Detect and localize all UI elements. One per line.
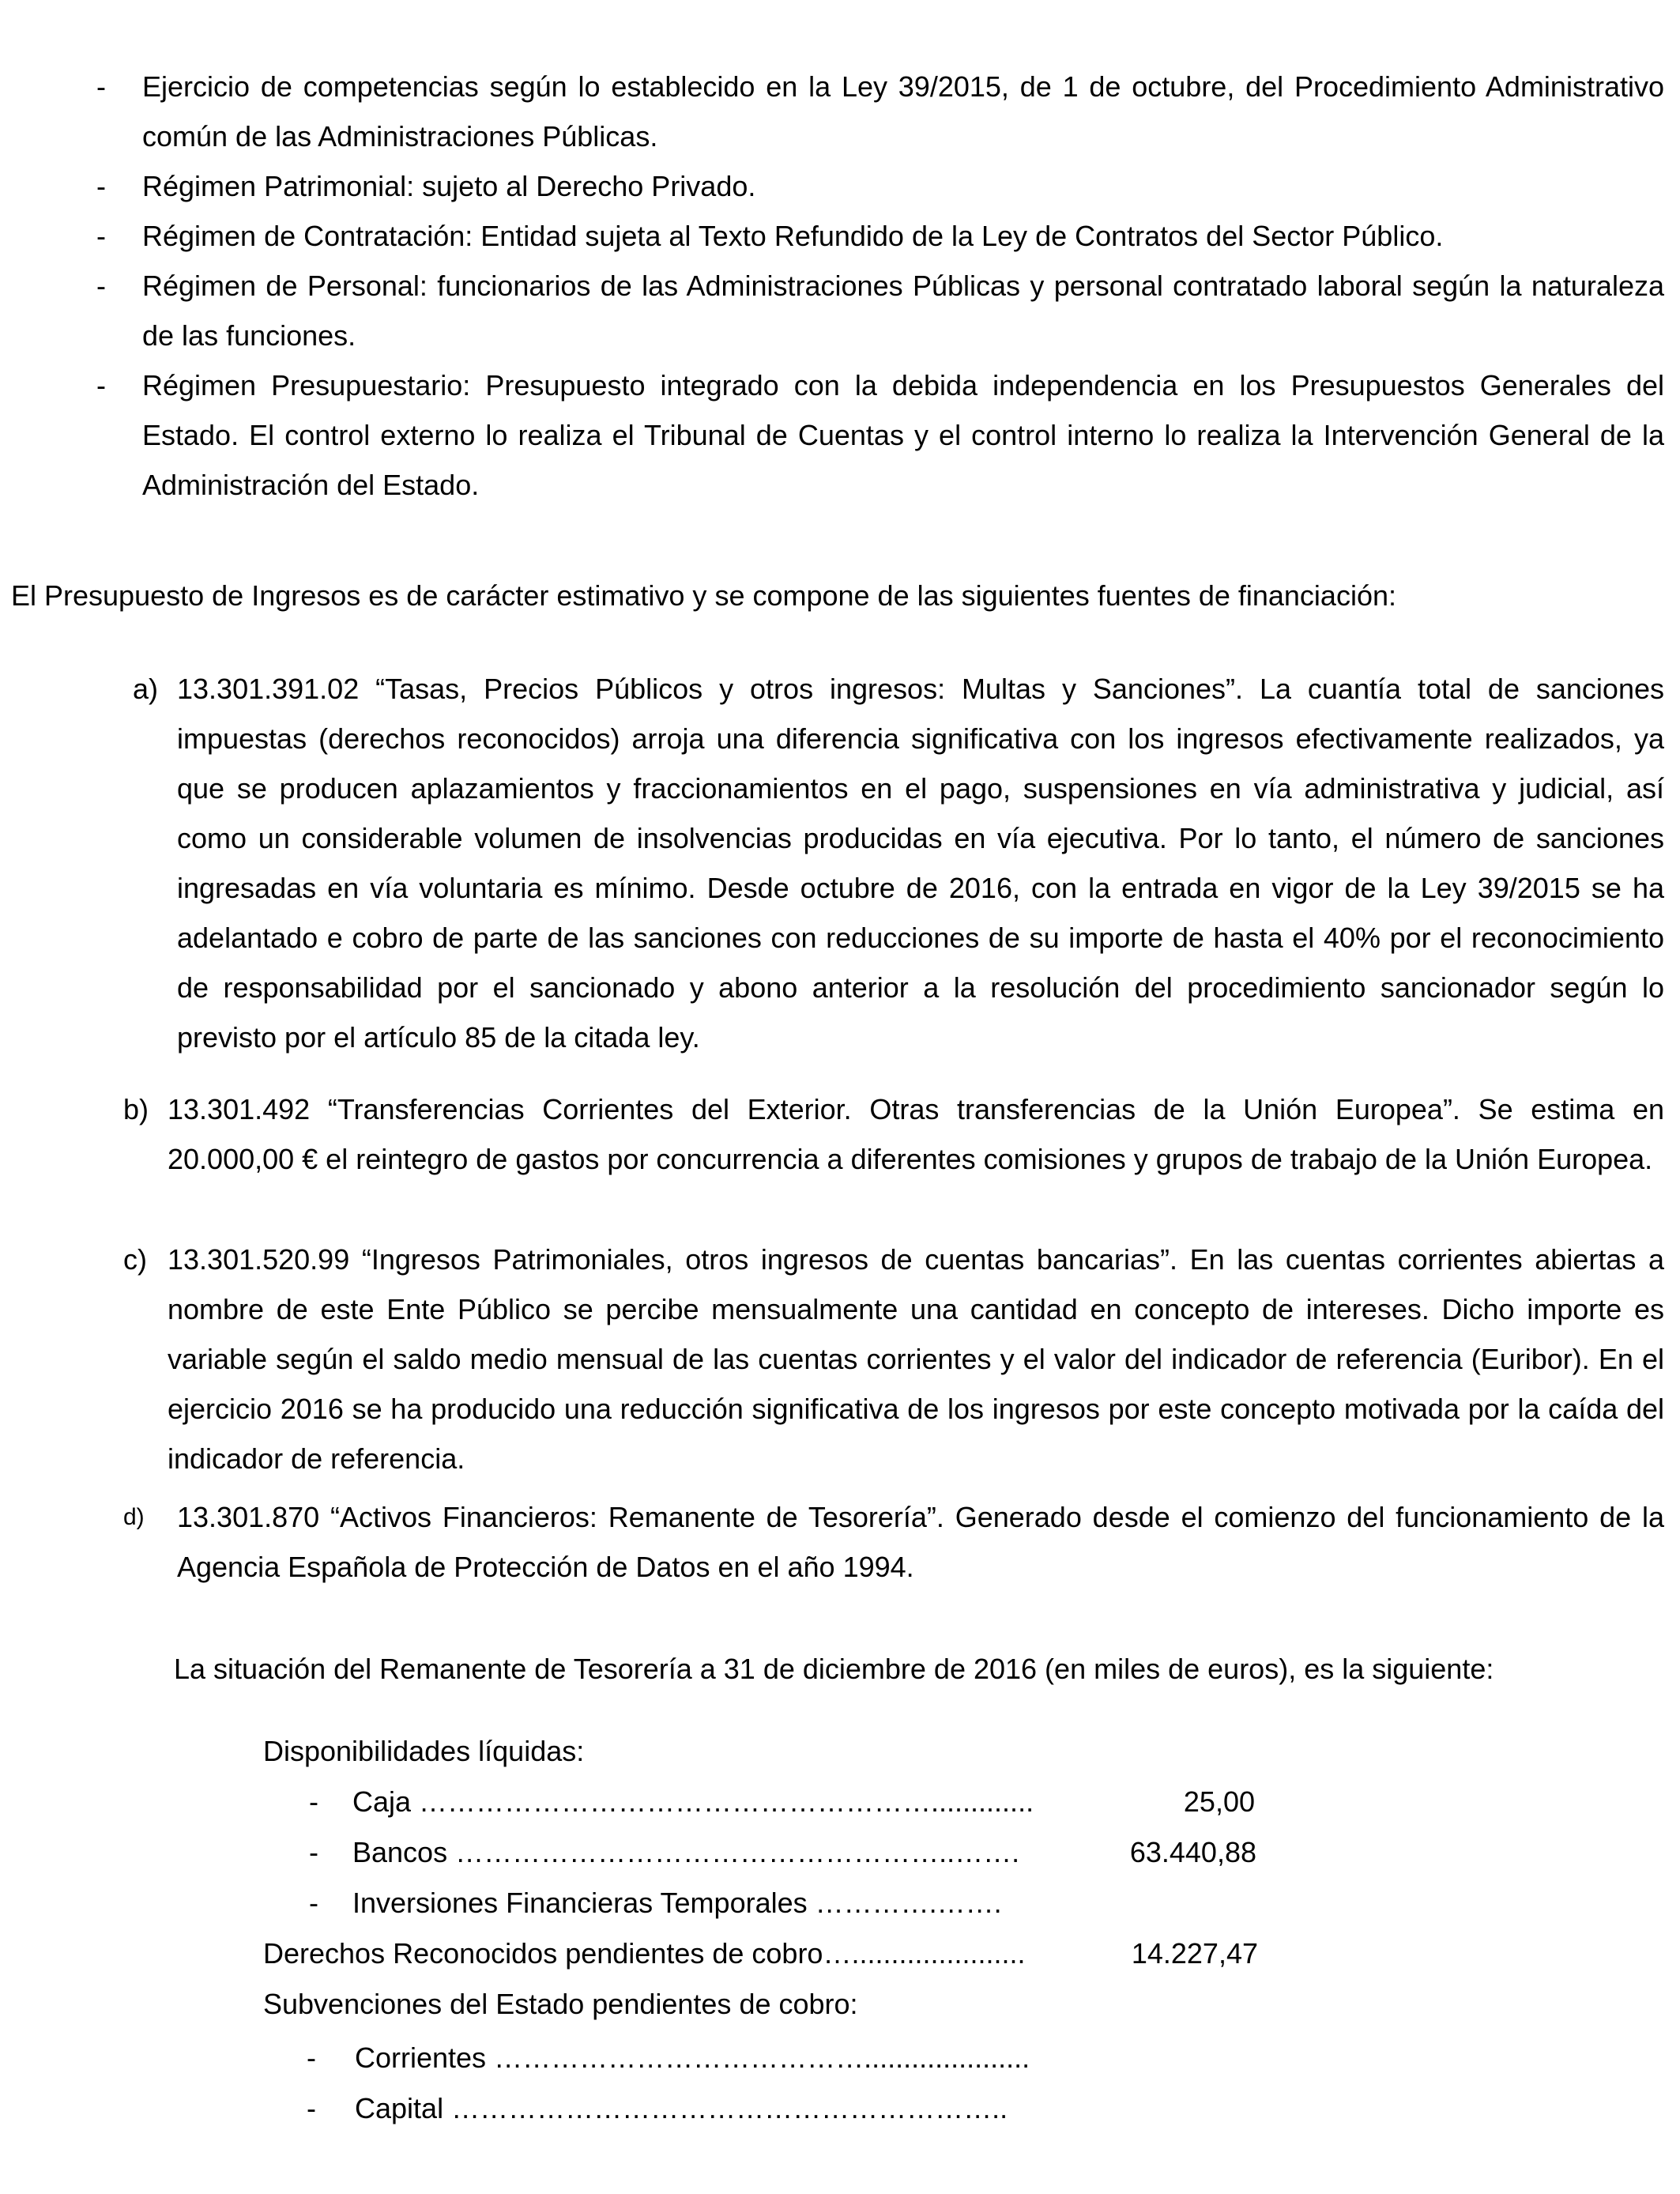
dash-marker: - [96,170,106,202]
list-item [0,161,1664,211]
list-item-text: 13.301.492 “Transferencias Corrientes del Exterior. Otras transferencias de la Unión Europea”. Se estima en 20.000,00 € el reintegro de gastos por concurrencia a diferentes comisiones y grupos de trabajo de la Unión Europea. [168,1093,1664,1175]
caja-label: Caja ………………………………………………............. [352,1785,1034,1818]
list-item-text: Régimen de Personal: funcionarios de las Administraciones Públicas y personal contratado laboral según la naturaleza de las funciones. [142,270,1664,352]
list-item-text: Régimen Presupuestario: Presupuesto integrado con la debida independencia en los Presupuestos Generales del Estado. El control externo lo realiza el Tribunal de Cuentas y el control interno lo realiza la Intervención General de la Administración del Estado. [142,369,1664,501]
letter-marker: a) [133,673,159,705]
list-item [0,261,1664,360]
bancos-amount: 63.440,88 [1129,1836,1256,1868]
list-item-text: 13.301.520.99 “Ingresos Patrimoniales, otros ingresos de cuentas bancarias”. En las cuentas corrientes abiertas a nombre de este Ente Público se percibe mensualmente una cantidad en concepto de intereses. Dicho importe es variable según el saldo medio mensual de las cuentas corrientes y el valor del indicador de referencia (Euribor). En el ejercicio 2016 se ha producido una reducción significativa de los ingresos por este concepto motivada por la caída del indicador de referencia. [168,1243,1664,1475]
list-item-text: Régimen Patrimonial: sujeto al Derecho Privado. [142,170,756,202]
letter-marker: b) [123,1093,149,1125]
subvenciones-label: Subvenciones del Estado pendientes de cobro: [263,1988,858,2020]
dash-list [0,62,1680,510]
dash-marker: - [96,369,106,401]
list-item [0,62,1664,161]
bancos-marker: - [309,1836,318,1868]
list-item-text: 13.301.870 “Activos Financieros: Remanente de Tesorería”. Generado desde el comienzo del funcionamiento de la Agencia Española de Protección de Datos en el año 1994. [177,1501,1664,1583]
capital-marker: - [307,2092,316,2124]
derechos-label: Derechos Reconocidos pendientes de cobro…...................... [263,1937,1026,1970]
letter-marker: c) [123,1243,147,1276]
inversiones-marker: - [309,1887,318,1919]
dash-marker: - [96,220,106,252]
inversiones-label: Inversiones Financieras Temporales ………….……. [352,1887,1002,1919]
income-budget-intro: El Presupuesto de Ingresos es de carácter estimativo y se compone de las siguientes fuentes de financiación: [11,579,1396,612]
bancos-label: Bancos ……………………………………………..……. [352,1836,1020,1868]
remanente-intro: La situación del Remanente de Tesorería a 31 de diciembre de 2016 (en miles de euros), es la siguiente: [174,1653,1494,1685]
caja-marker: - [309,1785,318,1818]
list-item-text: 13.301.391.02 “Tasas, Precios Públicos y otros ingresos: Multas y Sanciones”. La cuantía total de sanciones impuestas (derechos reconocidos) arroja una diferencia significativa con los ingresos efectivamente realizados, ya que se producen aplazamientos y fraccionamientos en el pago, suspensiones en vía administrativa y judicial, así como un considerable volumen de insolvencias producidas en vía ejecutiva. Por lo tanto, el número de sanciones ingresadas en vía voluntaria es mínimo. Desde octubre de 2016, con la entrada en vigor de la Ley 39/2015 se ha adelantado e cobro de parte de las sanciones con reducciones de su importe de hasta el 40% por el reconocimiento de responsabilidad por el sancionado y abono anterior a la resolución del procedimiento sancionador según lo previsto por el artículo 85 de la citada ley. [177,673,1664,1054]
dash-marker: - [96,270,106,302]
list-item-text: Ejercicio de competencias según lo establecido en la Ley 39/2015, de 1 de octubre, del Procedimiento Administrativo común de las Administraciones Públicas. [142,70,1664,153]
corrientes-marker: - [307,2041,316,2074]
letter-marker: d) [123,1504,145,1530]
caja-amount: 25,00 [1183,1785,1255,1818]
capital-label: Capital ………………………………………………….. [355,2092,1008,2124]
derechos-amount: 14.227,47 [1131,1937,1258,1970]
corrientes-label: Corrientes …………………………………..................... [355,2041,1030,2074]
list-item [0,211,1664,261]
list-item [0,360,1664,510]
dash-marker: - [96,70,106,103]
list-item-text: Régimen de Contratación: Entidad sujeta al Texto Refundido de la Ley de Contratos del Sector Público. [142,220,1444,252]
disponibilidades-label: Disponibilidades líquidas: [263,1735,585,1767]
